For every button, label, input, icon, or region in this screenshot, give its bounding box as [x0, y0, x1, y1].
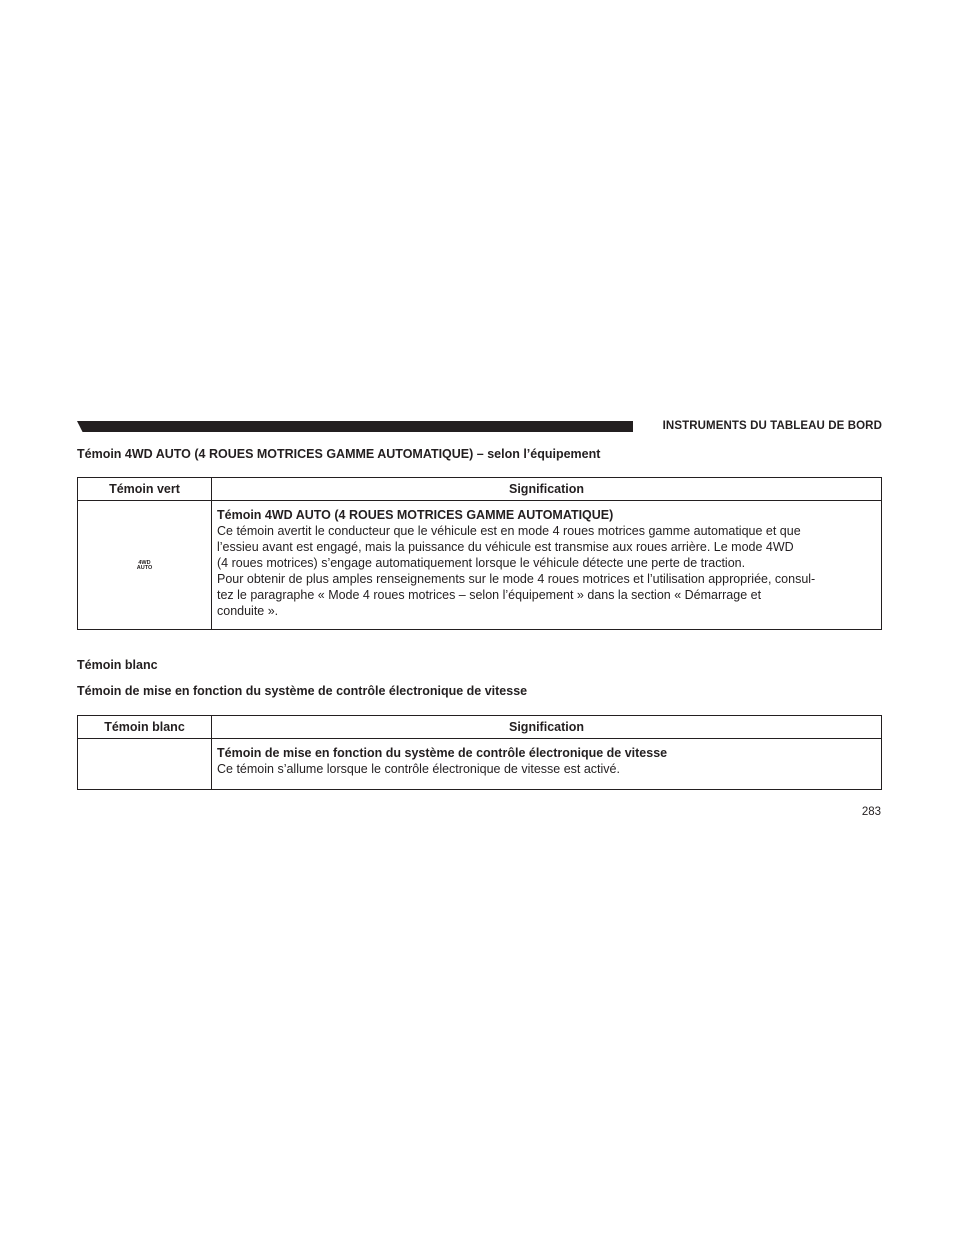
4wd-auto-icon	[137, 561, 152, 572]
table-row	[78, 739, 882, 790]
table-header-row	[78, 478, 882, 501]
description-cell	[212, 501, 882, 630]
heading-white-indicator: Témoin blanc	[77, 658, 158, 672]
table-4wd-auto	[77, 477, 882, 630]
header-rule	[77, 421, 633, 432]
table-header-row	[78, 716, 882, 739]
heading-4wd-auto: Témoin 4WD AUTO (4 ROUES MOTRICES GAMME AUTOMATIQUE) – selon l’équipement	[77, 447, 601, 461]
description-title: Témoin 4WD AUTO (4 ROUES MOTRICES GAMME AUTOMATIQUE)	[217, 508, 614, 522]
description-title: Témoin de mise en fonction du système de contrôle électronique de vitesse	[217, 746, 668, 760]
heading-cruise-control: Témoin de mise en fonction du système de contrôle électronique de vitesse	[77, 684, 528, 698]
column-header-icon: Témoin vert	[78, 478, 212, 501]
description-body: Ce témoin avertit le conducteur que le véhicule est en mode 4 roues motrices gamme automatique et que l’essieu avant est engagé, mais la puissance du véhicule est transmise aux roues arrière. Le mode 4WD (4 roues motrices) s’engage automatiquement lorsque le véhicule détecte une perte de traction. Pour obtenir de plus amples renseignements sur le mode 4 roues motrices et l’utilisation appropriée, consul- tez le paragraphe « Mode 4 roues motrices – selon l’équipement » dans la section « Démarrage et conduite ».	[217, 524, 816, 618]
description-cell	[212, 739, 882, 790]
icon-text-top: 4WD	[138, 559, 151, 566]
column-header-meaning: Signification	[212, 716, 882, 739]
table-row	[78, 501, 882, 630]
description-body: Ce témoin s’allume lorsque le contrôle électronique de vitesse est activé.	[217, 762, 620, 776]
section-title: INSTRUMENTS DU TABLEAU DE BORD	[662, 420, 882, 432]
table-cruise-control	[77, 715, 882, 790]
icon-cell	[78, 501, 212, 630]
column-header-icon: Témoin blanc	[78, 716, 212, 739]
page-number: 283	[861, 806, 881, 818]
column-header-meaning: Signification	[212, 478, 882, 501]
icon-cell	[78, 739, 212, 790]
icon-text-bottom: AUTO	[136, 565, 153, 571]
